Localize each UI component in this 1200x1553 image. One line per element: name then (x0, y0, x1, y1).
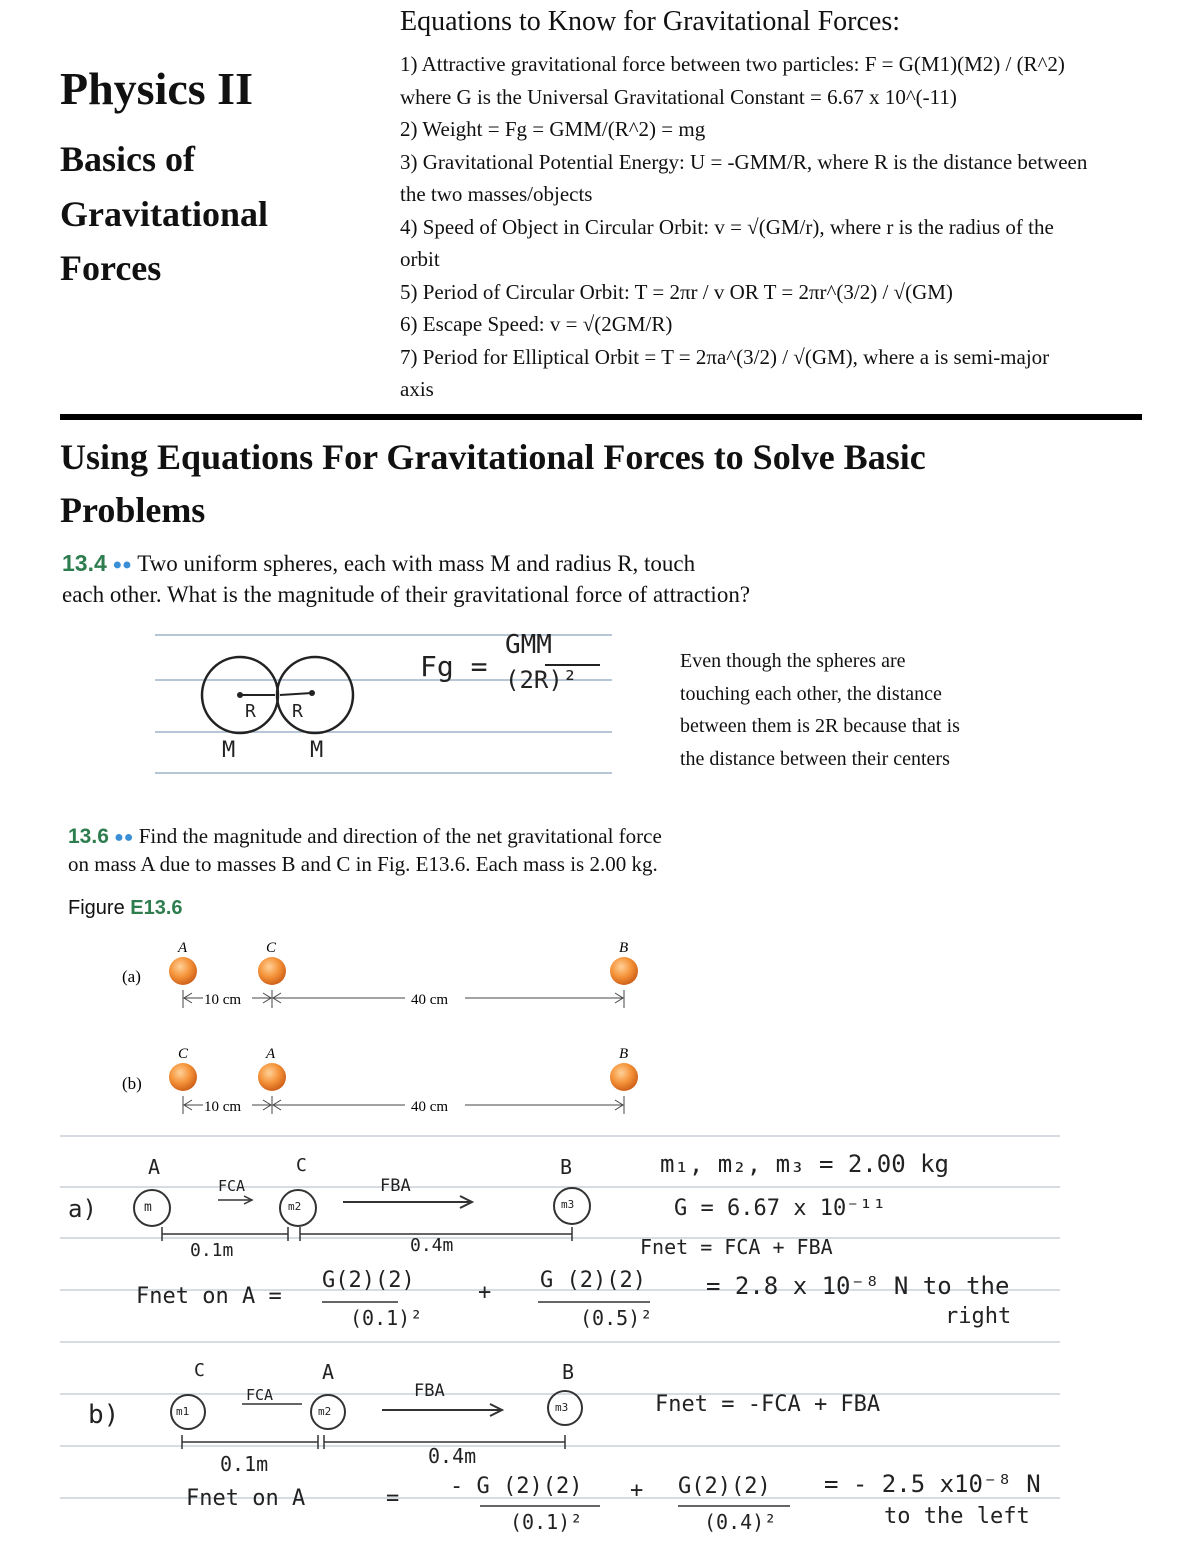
problem-13-4-line-1 (62, 550, 695, 577)
mass-ball (258, 957, 286, 985)
solution-a-d1: 0.1m (190, 1240, 234, 1261)
equation-line: 2) Weight = Fg = GMM/(R^2) = mg (400, 117, 706, 141)
mass-ball (169, 1063, 197, 1091)
fg-lhs: Fg = (420, 650, 488, 683)
solution-a-eq-lhs: Fnet on A = (136, 1284, 282, 1309)
mass-circle-a-A (134, 1190, 170, 1226)
solution-a-givens-1: m₁, m₂, m₃ = 2.00 kg (660, 1150, 949, 1178)
solution-b-label-A: A (322, 1360, 335, 1384)
solution-b-plus: + (630, 1478, 644, 1503)
equation-line: 7) Period for Elliptical Orbit = T = 2πa^(3/2) / √(GM), where a is semi-major (400, 345, 1050, 369)
solution-a-label-A: A (148, 1155, 161, 1179)
solution-b-result: = - 2.5 x10⁻⁸ N (824, 1470, 1041, 1498)
figure-label-prefix: Figure (68, 897, 125, 919)
equations-heading: Equations to Know for Gravitational Forces: (400, 6, 901, 37)
problem-13-6-line-2: on mass A due to masses B and C in Fig. E13.6. Each mass is 2.00 kg. (68, 852, 658, 876)
section-title-line-1: Using Equations For Gravitational Forces to Solve Basic (60, 437, 926, 477)
solution-b-result-2: to the left (884, 1504, 1030, 1529)
mass-ball (169, 957, 197, 985)
solution-b-eq-lhs: Fnet on A (186, 1486, 306, 1511)
note-line: Even though the spheres are (680, 650, 906, 672)
solution-b-equals: = (386, 1486, 400, 1511)
solution-b-label-C: C (194, 1360, 205, 1381)
fig-a-dist1: 10 cm (204, 992, 242, 1008)
solution-a-term2-num: G (2)(2) (540, 1268, 646, 1293)
solution-a-d2: 0.4m (410, 1235, 454, 1256)
equation-line: 1) Attractive gravitational force between two particles: F = G(M1)(M2) / (R^2) (400, 52, 1065, 76)
solution-a-tag: a) (68, 1195, 97, 1223)
solution-b-fca: FCA (246, 1386, 274, 1404)
subtitle-line-2: Gravitational (60, 194, 268, 234)
equation-line: where G is the Universal Gravitational Constant = 6.67 x 10^(-11) (400, 85, 957, 109)
solution-b-label-B: B (562, 1360, 575, 1384)
solution-b-m2: m2 (318, 1405, 332, 1418)
solution-a-result: = 2.8 x 10⁻⁸ N to the (706, 1272, 1010, 1300)
mass-ball (610, 1063, 638, 1091)
fg-numerator: GMM (505, 630, 552, 660)
fig-a-dist2: 40 cm (411, 992, 449, 1008)
equation-line: orbit (400, 247, 440, 271)
problem-text: Two uniform spheres, each with mass M and radius R, touch (137, 551, 696, 576)
fg-denominator: (2R)² (505, 666, 578, 694)
fig-b-label-mid: A (266, 1046, 276, 1062)
fig-a-label-mid: C (266, 940, 277, 956)
mass-label-right: M (310, 738, 324, 763)
problem-13-4-line-2: each other. What is the magnitude of their gravitational force of attraction? (62, 582, 751, 607)
difficulty-dots-icon: ●● (112, 556, 132, 574)
mass-ball (258, 1063, 286, 1091)
solution-a-fca: FCA (218, 1177, 246, 1195)
equation-line: 4) Speed of Object in Circular Orbit: v = √(GM/r), where r is the radius of the (400, 215, 1054, 239)
fig-b-dist1: 10 cm (204, 1099, 242, 1115)
solution-b-term2-num: G(2)(2) (678, 1474, 771, 1499)
solution-a-givens-3: Fnet = FCA + FBA (640, 1235, 833, 1259)
subtitle-line-1: Basics of (60, 139, 195, 179)
fig-b-tag: (b) (122, 1074, 142, 1093)
fig-a-tag: (a) (122, 967, 141, 986)
fig-a-label-left: A (178, 940, 188, 956)
solution-b-term1-den: (0.1)² (510, 1510, 583, 1534)
difficulty-dots-icon: ●● (114, 829, 134, 847)
note-line: between them is 2R because that is (680, 715, 960, 737)
subtitle-line-3: Forces (60, 248, 162, 288)
solution-b-m3: m3 (555, 1401, 569, 1414)
problem-text: Find the magnitude and direction of the net gravitational force (138, 824, 662, 848)
solution-a-plus: + (478, 1280, 492, 1305)
solution-a-fba: FBA (380, 1176, 411, 1196)
figure-label-number: E13.6 (130, 897, 183, 919)
solution-a-term2-den: (0.5)² (580, 1306, 653, 1330)
mass-ball (610, 957, 638, 985)
page-title: Physics II (60, 63, 253, 114)
solution-a-m3: m3 (561, 1198, 575, 1211)
section-title-line-2: Problems (60, 490, 206, 530)
solution-b-m1: m1 (176, 1405, 190, 1418)
solution-b-fba: FBA (414, 1381, 445, 1401)
solution-a-label-B: B (560, 1155, 573, 1179)
solution-b-term2-den: (0.4)² (704, 1510, 777, 1534)
solution-a-label-C: C (296, 1155, 307, 1176)
equation-line: 3) Gravitational Potential Energy: U = -GMM/R, where R is the distance between (400, 150, 1088, 174)
equation-line: 6) Escape Speed: v = √(2GM/R) (400, 312, 673, 336)
problem-number: 13.6 (68, 825, 109, 848)
equation-line: 5) Period of Circular Orbit: T = 2πr / v OR T = 2πr^(3/2) / √(GM) (400, 280, 953, 304)
fig-b-label-left: C (178, 1046, 189, 1062)
solution-a-givens-2: G = 6.67 x 10⁻¹¹ (674, 1196, 886, 1221)
solution-a-result-2: right (945, 1304, 1012, 1329)
solution-a-m2: m2 (288, 1200, 302, 1213)
solution-b-tag: b) (88, 1400, 120, 1430)
solution-b-term1-num: - G (2)(2) (450, 1474, 583, 1499)
equation-line: axis (400, 377, 434, 401)
solution-a-term1-den: (0.1)² (350, 1306, 423, 1330)
radius-label-right: R (292, 701, 303, 722)
solution-a-term1-num: G(2)(2) (322, 1268, 415, 1293)
figure-label (68, 897, 183, 920)
solution-b-fnet-eq: Fnet = -FCA + FBA (655, 1392, 881, 1417)
problem-number: 13.4 (62, 550, 107, 576)
solution-b-d2: 0.4m (428, 1444, 477, 1468)
solution-a-m1: m (144, 1200, 152, 1215)
fig-b-label-right: B (619, 1046, 629, 1062)
solution-b-d1: 0.1m (220, 1452, 269, 1476)
equation-line: the two masses/objects (400, 182, 593, 206)
note-line: the distance between their centers (680, 748, 950, 770)
section-divider (60, 414, 1142, 420)
problem-13-6-line-1 (68, 824, 662, 849)
note-line: touching each other, the distance (680, 683, 942, 705)
figure-e13-6 (100, 930, 660, 1130)
mass-label-left: M (222, 738, 236, 763)
fig-a-label-right: B (619, 940, 629, 956)
radius-label-left: R (245, 701, 256, 722)
fig-b-dist2: 40 cm (411, 1099, 449, 1115)
